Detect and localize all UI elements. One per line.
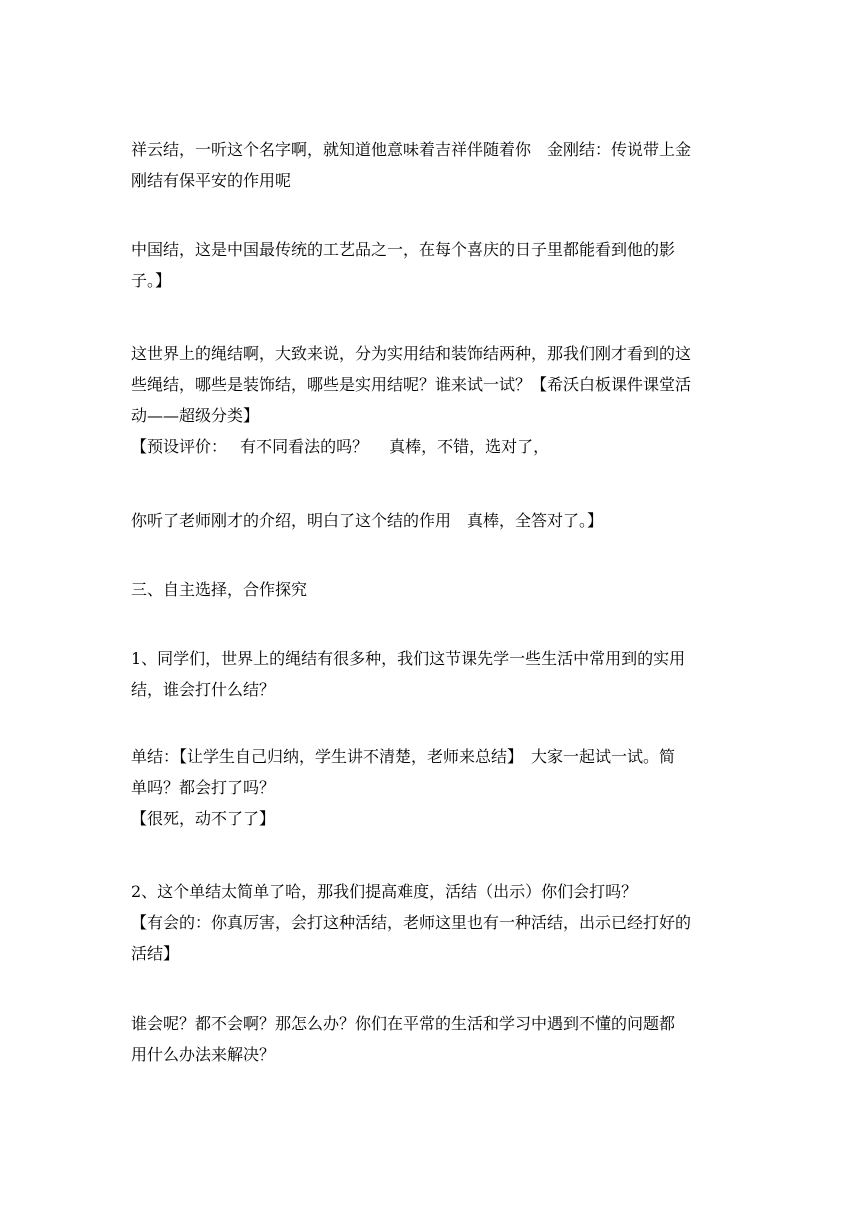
paragraph-slip-knot [131,876,731,969]
text-line: 【预设评价： 有不同看法的吗？ 真棒，不错，选对了， [131,437,550,456]
text-line: 【很死，动不了了】 [131,809,276,828]
paragraph-auspicious-knot [131,134,731,196]
section-heading [131,574,731,605]
text-line: 些绳结，哪些是装饰结，哪些是实用结呢？谁来试一试？【希沃白板课件课堂活 [131,375,692,394]
paragraph-single-knot [131,741,731,834]
paragraph-knot-classification [131,338,731,462]
text-line: 这世界上的绳结啊，大致来说，分为实用结和装饰结两种，那我们刚才看到的这 [131,344,692,363]
text-line: 1、同学们，世界上的绳结有很多种，我们这节课先学一些生活中常用到的实用 [131,649,686,668]
paragraph-chinese-knot [131,234,731,296]
paragraph-practical-knots [131,643,731,705]
text-line: 动——超级分类】 [131,406,260,425]
text-line: 中国结，这是中国最传统的工艺品之一，在每个喜庆的日子里都能看到他的影 [131,240,676,259]
text-line: 2、这个单结太简单了哈，那我们提高难度，活结（出示）你们会打吗？ [131,882,638,901]
text-line: 单结：【让学生自己归纳，学生讲不清楚，老师来总结】 大家一起试一试。简 [131,747,676,766]
text-line: 祥云结，一听这个名字啊，就知道他意味着吉祥伴随着你 金刚结：传说带上金 [131,140,692,159]
text-line: 单吗？都会打了吗？ [131,778,276,797]
text-line: 刚结有保平安的作用呢 [131,171,292,190]
text-line: 结，谁会打什么结？ [131,680,276,699]
section-title: 三、自主选择，合作探究 [131,580,308,599]
text-line: 【有会的：你真厉害，会打这种活结，老师这里也有一种活结，出示已经打好的 [131,913,692,932]
paragraph-problem-solving [131,1008,731,1070]
text-line: 谁会呢？都不会啊？那怎么办？你们在平常的生活和学习中遇到不懂的问题都 [131,1014,676,1033]
paragraph-teacher-introduction [131,505,731,536]
text-line: 你听了老师刚才的介绍，明白了这个结的作用 真棒，全答对了。】 [131,511,604,530]
text-line: 活结】 [131,944,180,963]
text-line: 子。】 [131,271,172,290]
text-line: 用什么办法来解决？ [131,1045,276,1064]
